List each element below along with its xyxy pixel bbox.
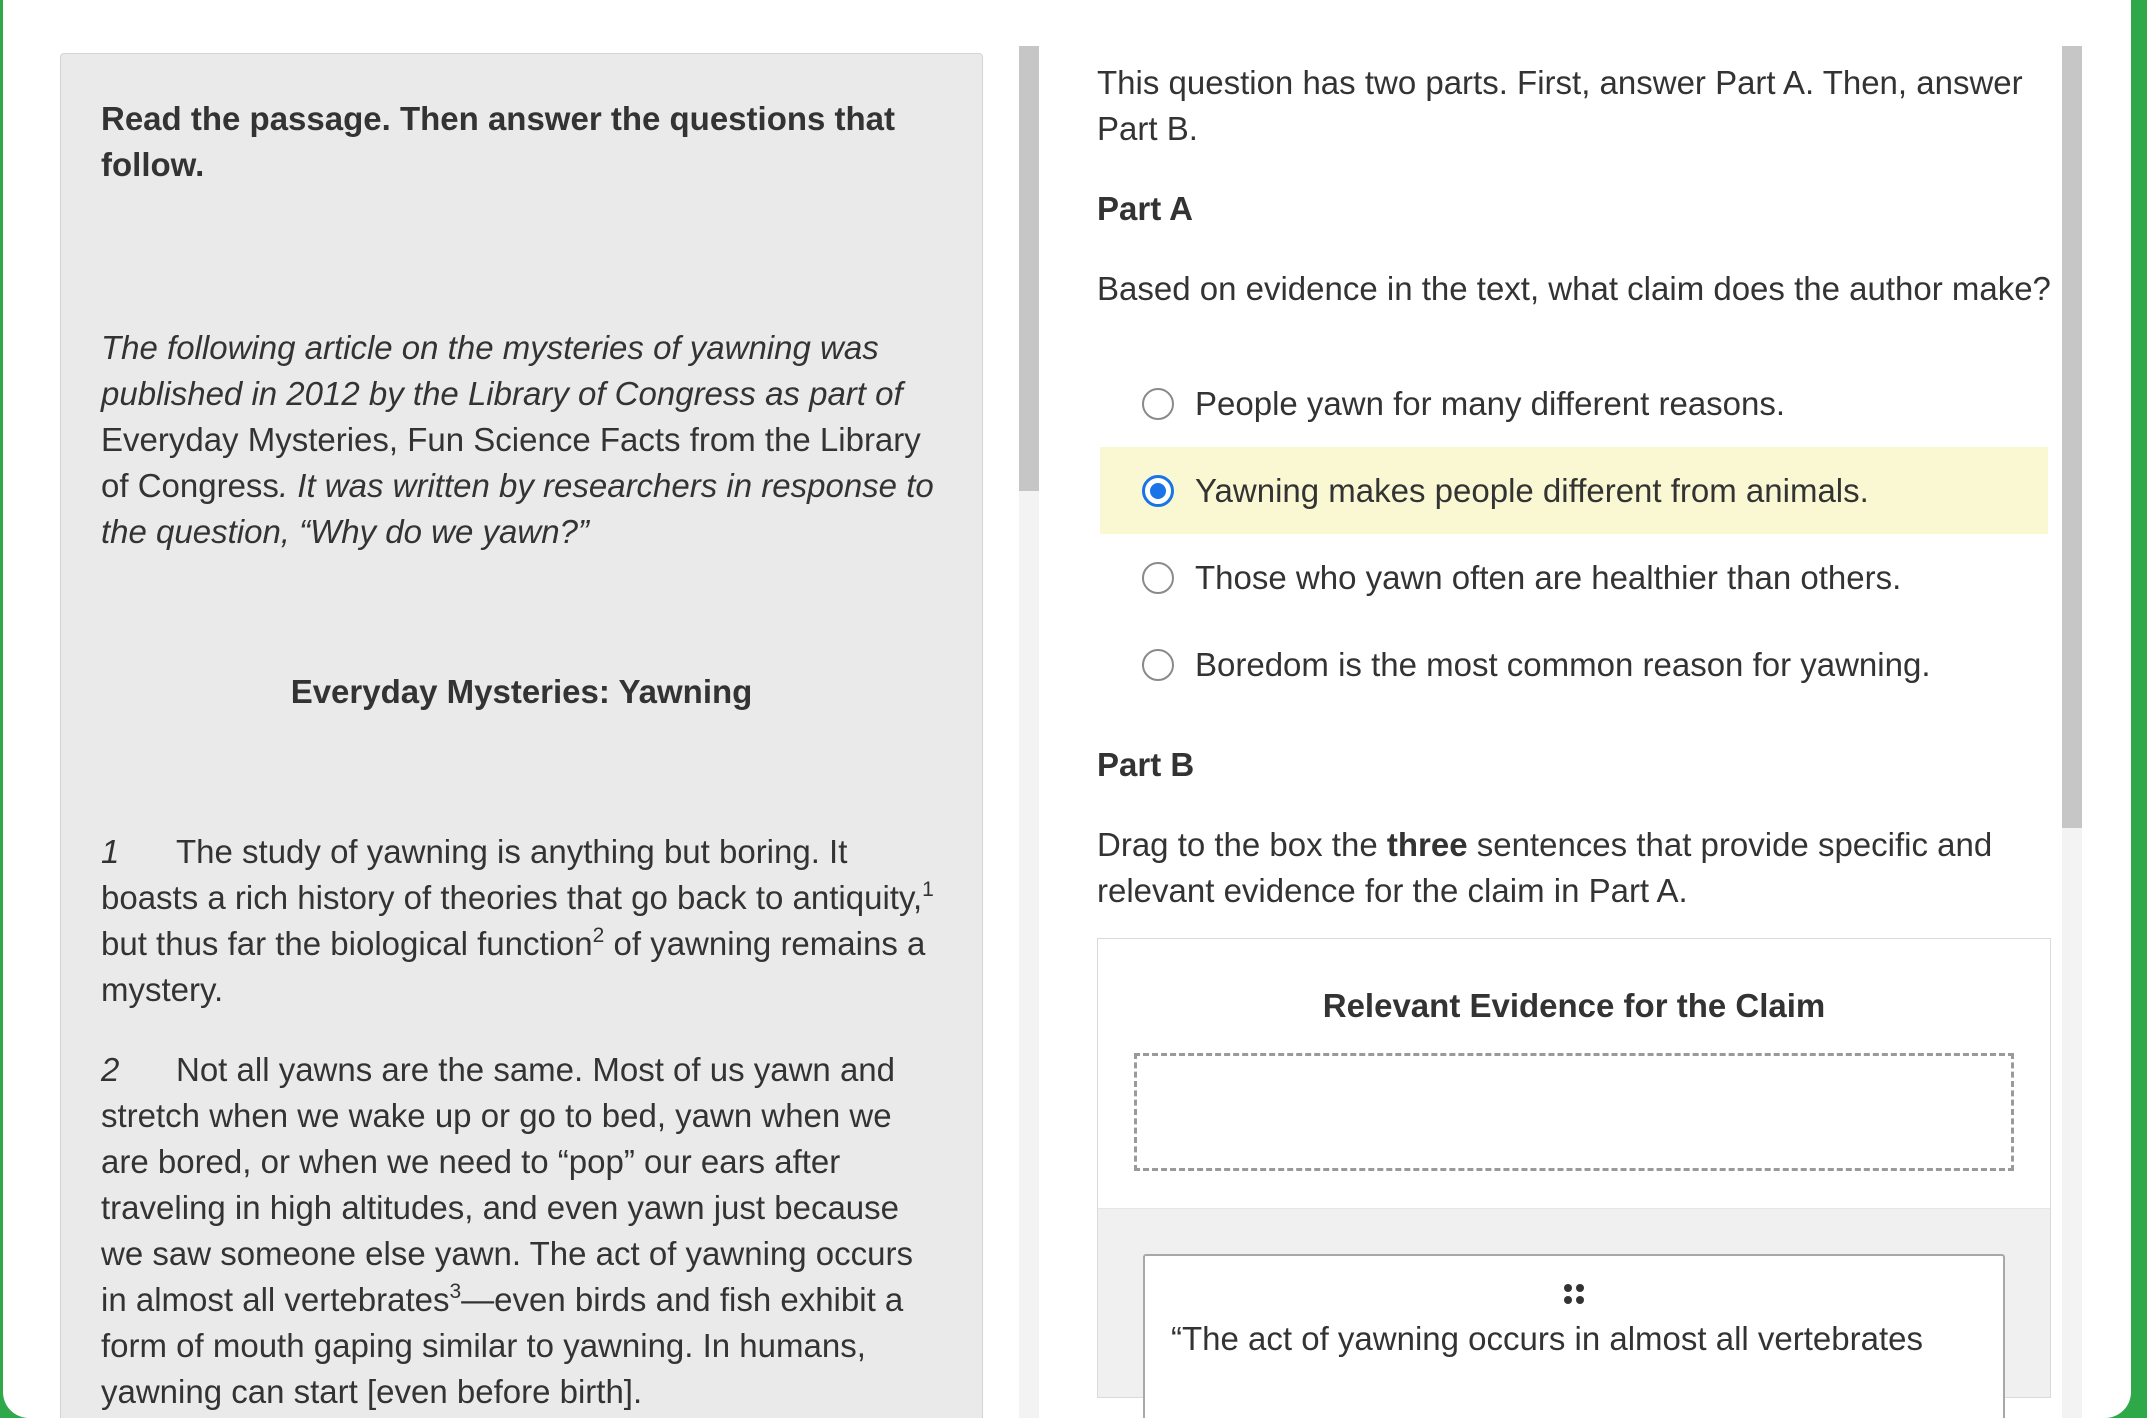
option-label: Those who yawn often are healthier than others.	[1195, 558, 1902, 596]
radio-button-icon[interactable]	[1142, 649, 1174, 681]
paragraph-text: Not all yawns are the same. Most of us yawn and stretch when we wake up or go to bed, yawn when we are bored, or when we need to “pop” our ears after traveling in high altitudes, and even yawn just because we saw someone else yawn. The act of yawning occurs in almost all vertebrates	[101, 1051, 913, 1318]
card-text: “The act of yawning occurs in almost all vertebrates	[1171, 1320, 1923, 1357]
question-scrollbar-thumb[interactable]	[2062, 46, 2082, 828]
passage-scrollbar-thumb[interactable]	[1019, 46, 1039, 491]
passage-paragraph	[101, 1047, 942, 1415]
paragraph-text: but thus far the biological function	[101, 925, 593, 962]
prompt-text: Drag to the box the	[1097, 826, 1387, 863]
answer-options	[1100, 360, 2048, 708]
footnote-ref[interactable]: 3	[449, 1280, 462, 1303]
answer-option-a[interactable]	[1100, 360, 2048, 447]
option-label: People yawn for many different reasons.	[1195, 384, 1786, 422]
prompt-text: sentences that provide specific and relevant evidence for the claim in Part A.	[1097, 826, 1993, 909]
answer-option-b[interactable]	[1100, 447, 2048, 534]
answer-option-c[interactable]	[1100, 534, 2048, 621]
option-label: Yawning makes people different from animals.	[1195, 471, 1869, 509]
option-label: Boredom is the most common reason for yawning.	[1195, 645, 1931, 683]
evidence-title: Relevant Evidence for the Claim	[1322, 987, 1826, 1024]
paragraph-text: —even birds and fish exhibit a form of mouth gaping similar to yawning. In humans, yawning can start [even before birth].	[101, 1281, 904, 1410]
intro-italic-text: The following article on the mysteries of yawning was published in 2012 by the Library of Congress as part of	[101, 329, 903, 412]
paragraph-number: 2	[101, 1051, 120, 1088]
intro-italic-text-2: . It was written by researchers in response to the question, “Why do we yawn?”	[101, 467, 934, 550]
part-a-heading: Part A	[1097, 190, 1193, 227]
intro-source: Everyday Mysteries, Fun Science Facts from the Library of Congress	[101, 421, 921, 504]
evidence-drop-zone[interactable]	[1134, 1053, 2014, 1171]
test-window	[3, 0, 2131, 1418]
radio-button-icon[interactable]	[1142, 562, 1174, 594]
answer-option-d[interactable]	[1100, 621, 2048, 708]
part-b-prompt	[1097, 822, 2057, 914]
drag-handle-icon[interactable]	[1564, 1284, 1586, 1306]
draggable-sentence-card[interactable]	[1143, 1254, 2005, 1418]
part-a-prompt: Based on evidence in the text, what claim does the author make?	[1097, 270, 2051, 307]
radio-button-icon[interactable]	[1142, 388, 1174, 420]
passage-panel	[60, 53, 983, 1418]
paragraph-number: 1	[101, 833, 120, 870]
evidence-container	[1097, 938, 2051, 1398]
part-b-heading: Part B	[1097, 746, 1195, 783]
footnote-ref[interactable]: 1	[922, 878, 934, 901]
passage-instruction: Read the passage. Then answer the questions that follow.	[101, 100, 896, 183]
question-panel	[1097, 60, 2057, 1398]
paragraph-text: The study of yawning is anything but boring. It boasts a rich history of theories that go back to antiquity,	[101, 833, 923, 916]
prompt-emphasis: three	[1386, 826, 1468, 863]
paragraph-text: of yawning remains a mystery.	[101, 925, 926, 1008]
radio-button-icon[interactable]	[1142, 475, 1174, 507]
question-intro: This question has two parts. First, answer Part A. Then, answer Part B.	[1097, 64, 2023, 147]
passage-paragraph	[101, 829, 942, 1013]
passage-title: Everyday Mysteries: Yawning	[290, 673, 753, 710]
passage-intro	[101, 325, 942, 555]
footnote-ref[interactable]: 2	[592, 924, 605, 947]
